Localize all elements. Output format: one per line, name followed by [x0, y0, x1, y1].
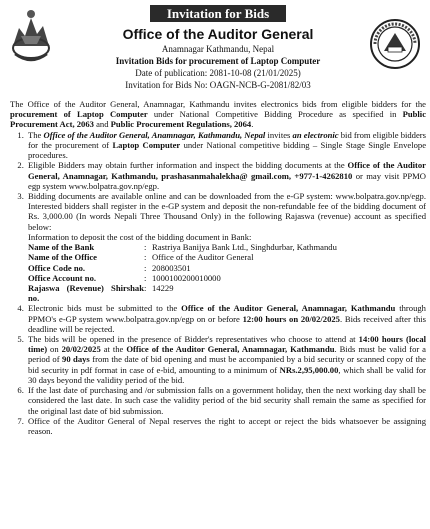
text: . Bids must be valid for a period of [28, 344, 426, 365]
bank-row-value: 1000100200010000 [152, 272, 221, 283]
text: invites [265, 129, 293, 140]
text: Bidding documents are available online and can be downloaded from the e-GP system: www.bolpatra.gov.np/egp. Interested bidders shall register in the e-GP system and deposit the non-refundable fee of the bidding document of Rs. 3,000.00 (In words Nepali Three Thousand Only) in the following Rajaswa (revenue) account as specified below: [28, 190, 426, 232]
list-item [26, 385, 426, 416]
list-item [26, 416, 426, 436]
text: 20/02/2025 [61, 344, 101, 355]
office-address: Anamnagar Kathmandu, Nepal [161, 44, 275, 54]
text: from the date of bid opening and must be accompanied by a bid security or scanned copy of the bid security in pdf format in case of e-bid, amounting to a minimum of [28, 354, 426, 375]
conditions-list [10, 130, 426, 437]
colon: : [144, 242, 147, 253]
contact-info: Office of the Auditor General, Anamnagar, Kathmandu, prashasanmahalekha@ gmail.com, +977-1-4262810 [28, 160, 426, 181]
text: Electronic bids must be submitted to the [28, 303, 182, 314]
list-item [26, 334, 426, 385]
colon: : [144, 252, 147, 263]
bank-row-value: Office of the Auditor General [152, 252, 254, 263]
list-item [26, 191, 426, 303]
notice-body [10, 99, 426, 436]
bank-row-label: Name of the Office [28, 252, 97, 263]
text: at the [100, 344, 127, 355]
bid-number: Invitation for Bids No: OAGN-NCB-G-2081/82/03 [125, 80, 311, 90]
text: Office of the Auditor General of Nepal reserves the right to accept or reject the bids whatsoever be assigning reason. [28, 415, 426, 436]
bank-row [28, 283, 337, 303]
text: an electronic [292, 129, 339, 140]
bank-row-label: Office Account no. [28, 272, 97, 283]
bank-info-heading: Information to deposit the cost of the bidding document in Bank: [28, 231, 252, 242]
text: 12:00 hours on 20/02/2025 [242, 313, 340, 324]
text: If the last date of purchasing and /or submission falls on a government holiday, then the next working day shall be considered the last date. In such case the validity period of the bid security shall remain the same as specified for the original last date of bid submission. [28, 385, 426, 416]
text: Eligible Bidders may obtain further information and inspect the bidding documents at the [28, 160, 348, 171]
text: Office of the Auditor General, Anamnagar, Kathmandu, Nepal [43, 129, 266, 140]
colon: : [144, 262, 147, 273]
text: procurement of Laptop Computer [10, 109, 148, 120]
text: The bids will be opened in the presence of Bidder's representatives who choose to attend at [28, 334, 359, 345]
list-item [26, 130, 426, 161]
list-item [26, 303, 426, 334]
bank-row [28, 242, 337, 252]
text: . [251, 119, 254, 130]
text: The Office of the Auditor General, Anamnagar, Kathmandu invites electronics bids from eligible bidders for the [10, 99, 426, 109]
text: The [28, 129, 44, 140]
bank-row [28, 263, 337, 273]
bank-row-label: Name of the Bank [28, 242, 95, 253]
procurement-subject: Invitation Bids for procurement of Laptop Computer [115, 56, 321, 66]
text: Public Procurement Regulations, 2064 [110, 119, 252, 130]
text: through PPMO's e-GP system www.bolpatra.gov.np/egp on or before [28, 303, 426, 324]
text: and [93, 119, 111, 130]
bank-row-label: Rajaswa (Revenue) Shirshak no. [28, 282, 144, 304]
text: , which shall be valid for 30 days beyond the validity period of the bid. [28, 364, 426, 385]
invitation-banner: Invitation for Bids [150, 5, 286, 22]
text: under National Competitive Bidding Procedure as specified in [147, 109, 403, 120]
office-title: Office of the Auditor General [122, 26, 314, 42]
bank-row [28, 252, 337, 262]
bank-row-label: Office Code no. [28, 262, 86, 273]
bank-row [28, 273, 337, 283]
bank-details-table [28, 242, 337, 303]
text: Office of the Auditor General, Anamnagar, Kathmandu [126, 344, 335, 355]
bank-row-value: Rastriya Banijya Bank Ltd., Singhdurbar, Kathmandu [152, 242, 337, 253]
bank-row-value: 14229 [152, 282, 174, 293]
text: Laptop Computer [112, 139, 181, 150]
colon: : [144, 272, 147, 283]
text: 14:00 hours (local time) [28, 334, 427, 355]
text: on [47, 344, 62, 355]
text: bid from eligible bidders for the procurement of [28, 129, 426, 150]
bank-row-value: 208003501 [152, 262, 191, 273]
text: . Bids received after this deadline will be rejected. [28, 313, 426, 334]
text: under National competitive bidding – Single Stage Single Envelope procedures. [28, 139, 427, 161]
intro-paragraph [10, 99, 426, 130]
text: Public Procurement Act, 2063 [10, 109, 427, 130]
publication-date: Date of publication: 2081-10-08 (21/01/2025) [135, 68, 301, 78]
text: 90 days [62, 354, 90, 365]
list-item [26, 160, 426, 191]
colon: : [144, 282, 147, 293]
text: Office of the Auditor General, Anamnagar, Kathmandu [181, 303, 396, 314]
text: or may visit PPMO egp system www.bolpatra.gov.np/egp. [28, 170, 426, 191]
text: NRs.2,95,000.00 [279, 364, 339, 375]
